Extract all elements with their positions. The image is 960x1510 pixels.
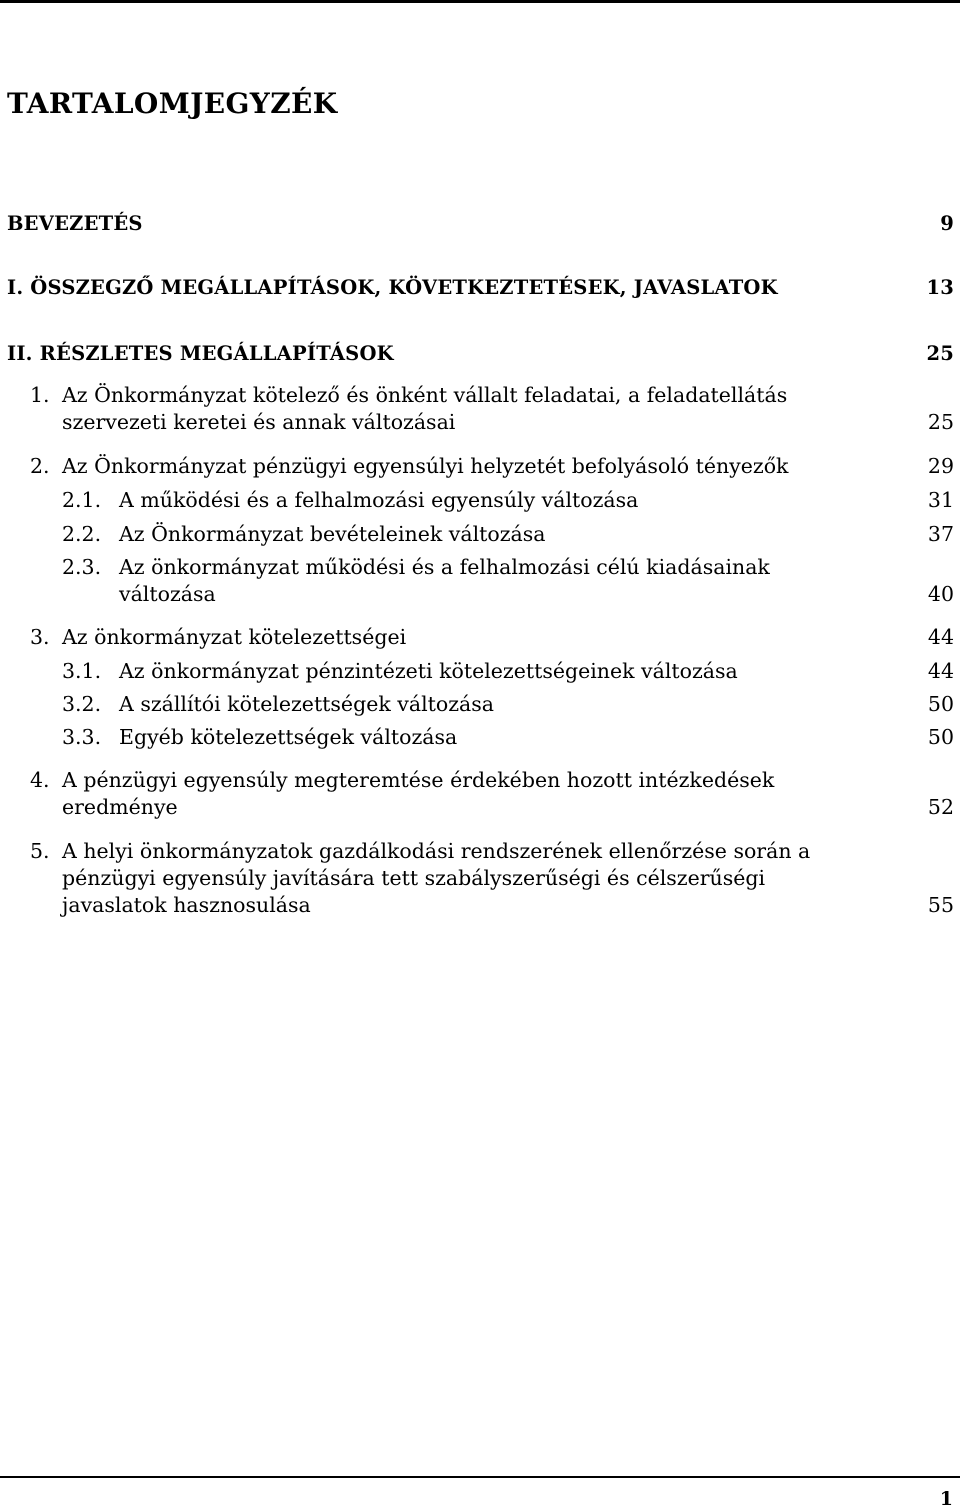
toc-entry-title: II. RÉSZLETES MEGÁLLAPÍTÁSOK (7, 342, 394, 365)
toc-entry-number: 3.2. (62, 692, 102, 716)
toc-entry-3[interactable] (7, 624, 954, 651)
toc-entry-page: 55 (927, 893, 954, 917)
toc-entry-title: Az önkormányzat működési és a felhalmozási célú kiadásainak változása (119, 555, 770, 606)
toc-entry-2-2[interactable] (7, 521, 954, 548)
toc-entry-section-ii[interactable] (7, 340, 954, 367)
toc-entry-2-1[interactable] (7, 487, 954, 514)
toc-entry-number: 3.3. (62, 725, 102, 749)
toc-entry-page: 50 (927, 725, 954, 749)
toc-entry-title: A helyi önkormányzatok gazdálkodási rendszerének ellenőrzése során a pénzügyi egyensúly javítására tett szabályszerűségi és célszerűségi javaslatok hasznosulása (62, 839, 811, 917)
toc-entry-page: 50 (927, 692, 954, 716)
toc-entry-5[interactable] (7, 838, 954, 919)
toc-entry-page: 25 (927, 410, 954, 434)
toc-entry-title: Az önkormányzat kötelezettségei (62, 625, 407, 649)
toc-entry-title: A pénzügyi egyensúly megteremtése érdekében hozott intézkedések eredménye (62, 768, 775, 819)
toc-entry-number: 4. (30, 768, 50, 792)
toc-entry-title: Az Önkormányzat pénzügyi egyensúlyi helyzetét befolyásoló tényezők (62, 454, 789, 478)
toc-entry-number: 2.2. (62, 522, 102, 546)
toc-entry-number: 3. (30, 625, 50, 649)
toc-entry-number: 2.3. (62, 555, 102, 579)
toc-entry-page: 52 (927, 795, 954, 819)
toc-entry-title: A működési és a felhalmozási egyensúly változása (119, 488, 639, 512)
toc-entry-2[interactable] (7, 453, 954, 480)
toc-entry-number: 3.1. (62, 659, 102, 683)
toc-entry-page: 44 (927, 659, 954, 683)
toc-entry-title: A szállítói kötelezettségek változása (119, 692, 494, 716)
toc-entry-3-2[interactable] (7, 691, 954, 718)
toc-entry-page: 37 (927, 522, 954, 546)
toc-entry-title: Az Önkormányzat bevételeinek változása (119, 522, 546, 546)
toc-entry-page: 40 (927, 582, 954, 606)
toc-entry-2-3[interactable] (7, 554, 954, 608)
toc-entry-page: 9 (940, 212, 954, 235)
toc-entry-page: 25 (926, 342, 954, 365)
toc-entry-4[interactable] (7, 767, 954, 821)
toc-entry-title: I. ÖSSZEGZŐ MEGÁLLAPÍTÁSOK, KÖVETKEZTETÉSEK, JAVASLATOK (7, 276, 778, 299)
toc-entry-number: 2. (30, 454, 50, 478)
toc-entry-section-i[interactable] (7, 274, 954, 301)
toc-entry-number: 2.1. (62, 488, 102, 512)
toc-entry-3-3[interactable] (7, 724, 954, 751)
page-title: TARTALOMJEGYZÉK (7, 87, 338, 120)
toc-entry-page: 31 (927, 488, 954, 512)
toc-entry-title: Egyéb kötelezettségek változása (119, 725, 458, 749)
top-rule (0, 0, 960, 3)
toc-entry-3-1[interactable] (7, 658, 954, 685)
toc-entry-page: 13 (926, 276, 954, 299)
footer-page-number: 1 (939, 1488, 953, 1510)
toc-entry-number: 5. (30, 839, 50, 863)
footer-rule (0, 1476, 960, 1478)
toc-entry-page: 44 (927, 625, 954, 649)
toc-entry-title: Az önkormányzat pénzintézeti kötelezettségeinek változása (119, 659, 738, 683)
toc-entry-page: 29 (927, 454, 954, 478)
toc-entry-title: Az Önkormányzat kötelező és önként vállalt feladatai, a feladatellátás szervezeti keretei és annak változásai (62, 383, 788, 434)
toc-entry-number: 1. (30, 383, 50, 407)
toc-entry-introduction[interactable] (7, 210, 954, 237)
toc-entry-1[interactable] (7, 382, 954, 436)
toc-entry-title: BEVEZETÉS (7, 212, 143, 235)
